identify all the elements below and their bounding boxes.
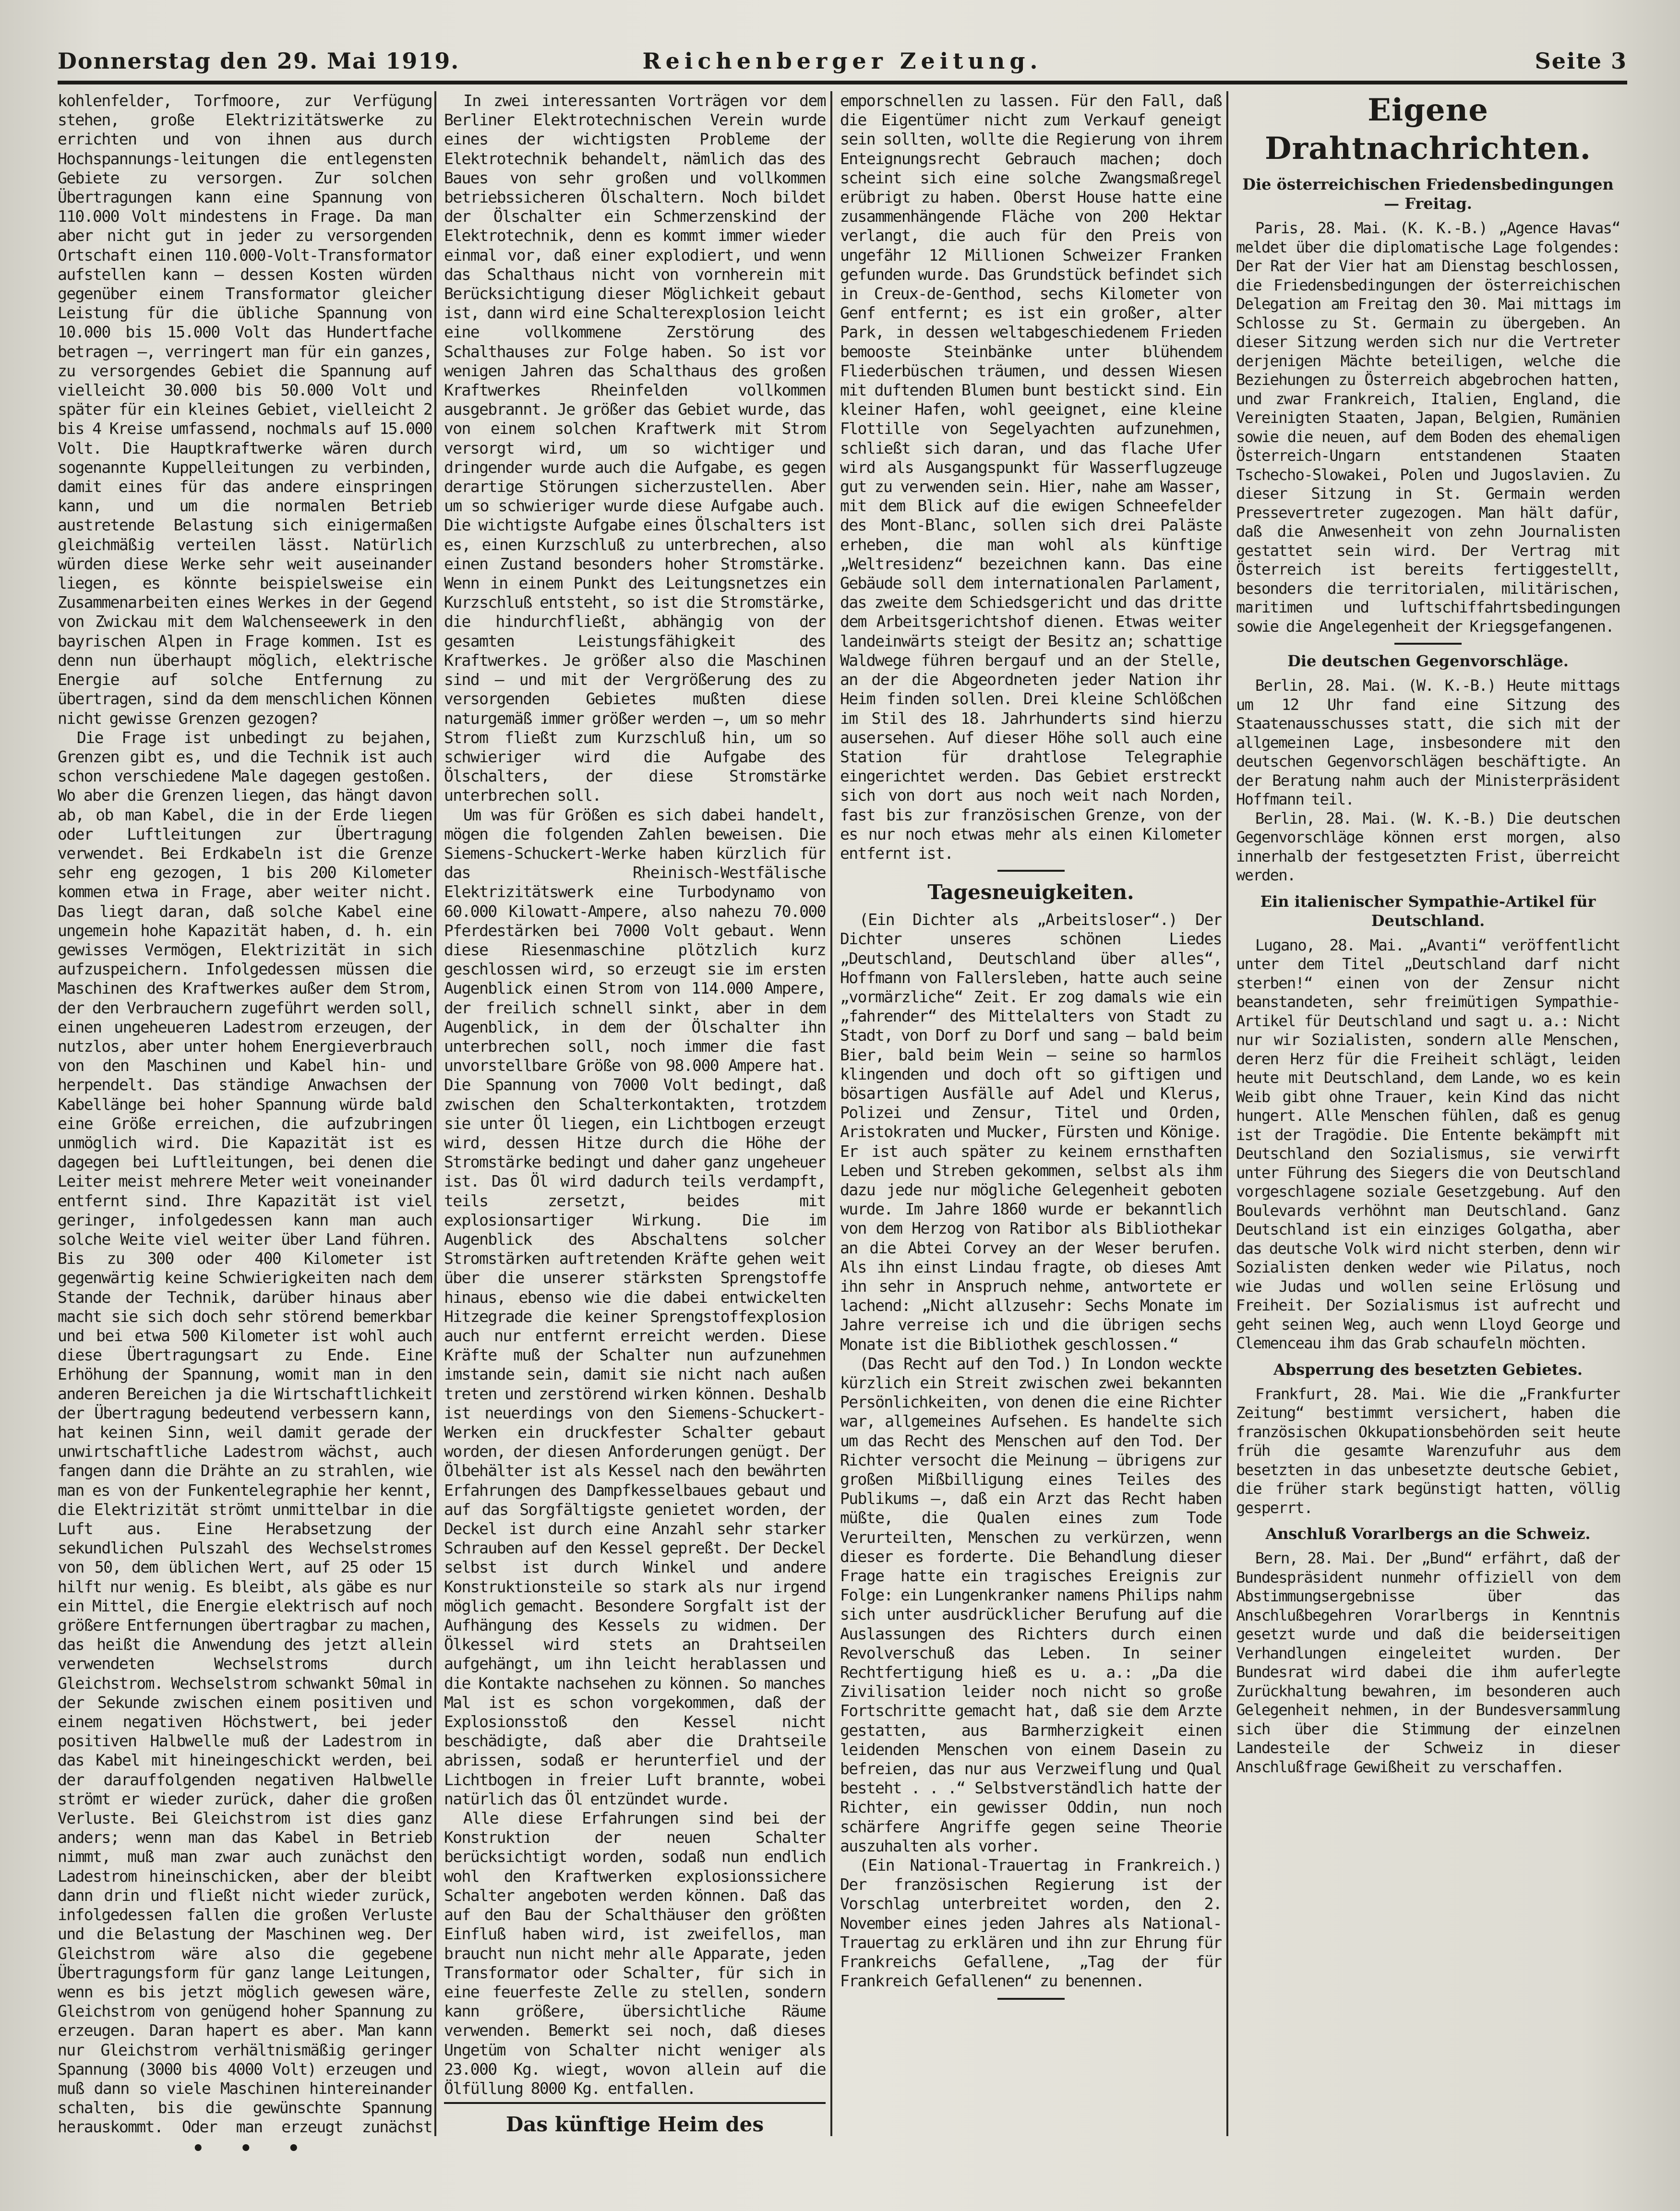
section-rule bbox=[1394, 643, 1462, 645]
header-date: Donnerstag den 29. Mai 1919. bbox=[58, 48, 460, 74]
section-heading-voelkerbund: Das künftige Heim des bbox=[505, 2113, 764, 2136]
news-item: (Ein Dichter als „Arbeitsloser“.) Der Dichter unseres schönen Liedes „Deutschland, Deutschland über alles“, Hoffmann von Fallersleben, hatte auch seine „vormärzliche“ Zeit. Er zog damals wie ein „fahrender“ des Mittelalters von Stadt zu Stadt, von Dorf zu Dorf und sang — bald beim Bier, bald beim Wein — seine so harmlos klingenden und doch oft so giftigen und bösartigen Ausfälle auf Adel und Klerus, Polizei und Zensur, Titel und Orden, Aristokraten und Mucker, Fürsten und Könige. Er ist auch später zu keinem ernsthaften Leben und Streben gekommen, selbst als ihm dazu jede nur mögliche Gelegenheit geboten wurde. Im Jahre 1860 wurde er bekanntlich von dem Herzog von Ratibor als Bibliothekar an die Abtei Corvey an der Weser berufen. Als ihn einst Lindau fragte, ob dieses Amt ihn sehr in Anspruch nehme, antwortete er lachend: „Nicht allzusehr: Sechs Monate im Jahre verreise ich und die übrigen sechs Monate ist die Bibliothek geschlossen.“ bbox=[840, 910, 1222, 1354]
article-paragraph: Um was für Größen es sich dabei handelt, mögen die folgenden Zahlen beweisen. Die Siemens-Schuckert-Werke haben kürzlich für das Rheinisch-Westfälische Elektrizitätswerk eine Turbodynamo von 60.000 Kilowatt-Ampere, also nahezu 70.000 Pferdestärken bei 7000 Volt gebaut. Wenn diese Riesenmaschine plötzlich kurz geschlossen wird, so erzeugt sie im ersten Augenblick einen Strom von 114.000 Ampere, der freilich schnell sinkt, aber in dem Augenblick, in dem der Ölschalter ihn unterbrechen soll, noch immer die fast unvorstellbare Größe von 98.000 Ampere hat. Die Spannung von 7000 Volt bedingt, daß zwischen den Schalterkontakten, trotzdem sie unter Öl liegen, ein Lichtbogen erzeugt wird, dessen Hitze durch die Höhe der Stromstärke bedingt und daher ganz ungeheuer ist. Das Öl wird dadurch teils verdampft, teils zersetzt, beides mit explosionsartiger Wirkung. Die im Augenblick des Abschaltens solcher Stromstärken auftretenden Kräfte gehen weit über die unserer stärksten Sprengstoffe hinaus, ebenso wie die dabei entwickelten Hitzegrade die keiner Sprengstoffexplosion auch nur entfernt erreicht werden. Diese Kräfte muß der Schalter nun aufzunehmen imstande sein, damit sie nicht nach außen treten und zerstörend wirken können. Deshalb ist neuerdings von den Siemens-Schuckert-Werken ein druckfester Schalter gebaut worden, der diesen Anforderungen genügt. Der Ölbehälter ist als Kessel nach den bewährten Erfahrungen des Dampfkesselbaues gebaut und auf das Sorgfältigste genietet worden, der Deckel ist durch eine Anzahl sehr starker Schrauben auf den Kessel gepreßt. Der Deckel selbst ist durch Winkel und andere Konstruktionsteile so stark als nur irgend möglich gemacht. Besondere Sorgfalt ist der Aufhängung des Kessels zu widmen. Der Ölkessel wird stets an Drahtseilen aufgehängt, um ihn leicht herablassen und die Kontakte nachsehen zu können. So manches Mal ist es schon vorgekommen, daß der Explosionsstoß den Kessel nicht beschädigte, daß aber die Drahtseile abrissen, sodaß er herunterfiel und der Lichtbogen in freier Luft brannte, wobei natürlich das Öl entzündet wurde. bbox=[444, 805, 826, 1808]
header-page-number: Seite 3 bbox=[1535, 48, 1627, 74]
column-4 bbox=[1236, 91, 1620, 2136]
news-item: Berlin, 28. Mai. (W. K.-B.) Die deutschen Gegenvorschläge können erst morgen, also innerhalb der festgesetzten Frist, überreicht werden. bbox=[1236, 809, 1620, 884]
news-item: Paris, 28. Mai. (K. K.-B.) „Agence Havas“ meldet über die diplomatische Lage folgendes: Der Rat der Vier hat am Dienstag beschlossen, die Friedensbedingungen der österreichischen Delegation am Freitag den 30. Mai mittags im Schlosse zu St. Germain zu übergeben. An dieser Sitzung werden sich nur die Vertreter derjenigen Mächte beteiligen, welche die Beziehungen zu Österreich abgebrochen hatten, und zwar Frankreich, Italien, England, die Vereinigten Staaten, Japan, Belgien, Rumänien sowie die neuen, auf dem Boden des ehemaligen Österreich-Ungarn entstandenen Staaten Tschecho-Slowakei, Polen und Jugoslavien. Zu dieser Sitzung in St. Germain werden Pressevertreter zugezogen. Man hält dafür, daß die Anwesenheit von zehn Journalisten gestattet sein wird. Der Vertrag mit Österreich ist bereits fertiggestellt, besonders die territorialen, militärischen, maritimen und luftschiffahrtsbedingungen sowie die Angelegenheit der Kriegsgefangenen. bbox=[1236, 219, 1620, 636]
article-paragraph: Alle diese Erfahrungen sind bei der Konstruktion der neuen Schalter berücksichtigt worden, sodaß nun endlich wohl den Kraftwerken explosionssichere Schalter angeboten werden können. Daß das auf den Bau der Schalthäuser den größten Einfluß haben wird, ist zweifellos, man braucht nun nicht mehr alle Apparate, jeden Transformator oder Schalter, für sich in eine feuerfeste Zelle zu stellen, sondern kann größere, übersichtliche Räume verwenden. Bemerkt sei noch, daß dieses Ungetüm von Schalter nicht weniger als 23.000 Kg. wiegt, wovon allein auf die Ölfüllung 8000 Kg. entfallen. bbox=[444, 1809, 826, 2098]
column-2 bbox=[444, 91, 826, 2136]
news-item: Frankfurt, 28. Mai. Wie die „Frankfurter Zeitung“ bestimmt versichert, haben die französischen Okkupationsbehörden seit heute früh die gesamte Warenzufuhr aus dem besetzten in das unbesetzte deutsche Gebiet, die früher stark begünstigt hatten, völlig gesperrt. bbox=[1236, 1384, 1620, 1517]
news-subheading: Die deutschen Gegenvorschläge. bbox=[1287, 652, 1569, 670]
column-1 bbox=[58, 91, 432, 2136]
section-rule bbox=[444, 2102, 826, 2104]
news-item: Berlin, 28. Mai. (W. K.-B.) Heute mittags um 12 Uhr fand eine Sitzung des Staatenausschusses statt, die sich mit der allgemeinen Lage, insbesondere mit den deutschen Gegenvorschlägen beschäftigte. An der Beratung nahm auch der Ministerpräsident Hoffmann teil. bbox=[1236, 676, 1620, 808]
page-header bbox=[58, 44, 1627, 78]
news-item: (Ein National-Trauertag in Frankreich.) Der französischen Regierung ist der Vorschlag unterbreitet worden, den 2. November eines jeden Jahres als National-Trauertag zu erklären und ihn zur Ehrung für Frankreichs Gefallene, „Tag der für Frankreich Gefallenen“ zu benennen. bbox=[840, 1856, 1222, 1991]
bottom-stars: • • • bbox=[192, 2137, 314, 2160]
article-paragraph: kohlenfelder, Torfmoore, zur Verfügung stehen, große Elektrizitätswerke zu errichten und von ihnen aus durch Hochspannungs-leitungen die entlegensten Gebiete zu versorgen. Zur solchen Übertragungen kann eine Spannung von 110.000 Volt mindestens in Frage. Da man aber nicht gut in jeder zu versorgenden Ortschaft einen 110.000-Volt-Transformator aufstellen kann — dessen Kosten würden gegenüber einem Transformator gleicher Leistung für die übliche Spannung von 10.000 bis 15.000 Volt das Hundertfache betragen —, verringert man für ein ganzes, zu versorgendes Gebiet die Spannung auf vielleicht 30.000 bis 50.000 Volt und später für ein kleines Gebiet, vielleicht 2 bis 4 Kreise umfassend, nochmals auf 15.000 Volt. Die Hauptkraftwerke wären durch sogenannte Kuppelleitungen zu verbinden, damit eines für das andere einspringen kann, und um die normalen Betrieb austretende Belastung sich einigermaßen gleichmäßig verteilen lässt. Natürlich würden diese Werke sehr weit auseinander liegen, es könnte beispielsweise ein Zusammenarbeiten eines Werkes in der Gegend von Zwickau mit dem Walchenseewerk in den bayrischen Alpen in Frage kommen. Ist es denn nun überhaupt möglich, elektrische Energie auf solche Entfernung zu übertragen, sind da dem menschlichen Können nicht gewisse Grenzen gezogen? bbox=[58, 91, 432, 728]
article-paragraph: In zwei interessanten Vorträgen vor dem Berliner Elektrotechnischen Verein wurde eines der wichtigsten Probleme der Elektrotechnik behandelt, nämlich das des Baues von sehr großen und vollkommen betriebssicheren Ölschaltern. Noch bildet der Ölschalter ein Schmerzenskind der Elektrotechnik, denn es kommt immer wieder einmal vor, daß einer explodiert, und wenn das Schalthaus nicht von vornherein mit Berücksichtigung dieser Möglichkeit gebaut ist, dann wird eine Schalterexplosion leicht eine vollkommene Zerstörung des Schalthauses zur Folge haben. So ist vor wenigen Jahren das Schalthaus des großen Kraftwerkes Rheinfelden vollkommen ausgebrannt. Je größer das Gebiet wurde, das von einem solchen Kraftwerk mit Strom versorgt wird, um so wichtiger und dringender wurde auch die Aufgabe, es gegen derartige Störungen sicherzustellen. Aber um so schwieriger wurde diese Aufgabe auch. Die wichtigste Aufgabe eines Ölschalters ist es, einen Kurzschluß zu unterbrechen, also einen Zustand besonders hoher Stromstärke. Wenn in einem Punkt des Leitungsnetzes ein Kurzschluß entsteht, so ist die Stromstärke, die hindurchfließt, abhängig von der gesamten Leistungsfähigkeit des Kraftwerkes. Je größer also die Maschinen sind — und mit der Vergrößerung des zu versorgenden Gebietes mußten diese naturgemäß immer größer werden —, um so mehr Strom fließt zum Kurzschluß hin, um so schwieriger wird die Aufgabe des Ölschalters, der diese Stromstärke unterbrechen soll. bbox=[444, 91, 826, 805]
section-heading-drahtnachrichten: Eigene Drahtnachrichten. bbox=[1265, 92, 1591, 167]
column-divider bbox=[434, 91, 436, 2136]
section-rule bbox=[997, 870, 1065, 872]
news-subheading: Die österreichischen Friedensbedingungen — Freitag. bbox=[1242, 175, 1614, 213]
section-heading-tagesneuigkeiten: Tagesneuigkeiten. bbox=[927, 880, 1134, 904]
news-item: (Das Recht auf den Tod.) In London weckte kürzlich ein Streit zwischen zwei bekannten Persönlichkeiten, von denen die eine Richter war, allgemeines Aufsehen. Es handelte sich um das Recht des Menschen auf den Tod. Der Richter versocht die Meinung — übrigens zur großen Mißbilligung eines Teiles des Publikums —, daß ein Arzt das Recht haben müßte, die Qualen eines zum Tode Verurteilten, Menschen zu verkürzen, wenn dieser es forderte. Die Behandlung dieser Frage hatte ein tragisches Ereignis zur Folge: ein Lungenkranker namens Philips nahm sich unter ausdrücklicher Berufung auf die Auslassungen des Richters durch einen Revolverschuß das Leben. In seiner Rechtfertigung hieß es u. a.: „Da die Zivilisation leider noch nicht so große Fortschritte gemacht hat, daß sie dem Arzte gestatten, aus Barmherzigkeit einen leidenden Menschen von einem Dasein zu befreien, das nur aus Verzweiflung und Qual besteht . . .“ Selbstverständlich hatte der Richter, ein gewisser Oddin, nun noch schärfere Angriffe gegen seine Theorie auszuhalten als vorher. bbox=[840, 1354, 1222, 1855]
news-subheading: Anschluß Vorarlbergs an die Schweiz. bbox=[1265, 1525, 1591, 1543]
news-item: Lugano, 28. Mai. „Avanti“ veröffentlicht unter dem Titel „Deutschland darf nicht sterben!“ einen von der Zensur nicht beanstandeten, sehr freimütigen Sympathie-Artikel für Deutschland und sagt u. a.: Nicht nur wir Sozialisten, sondern alle Menschen, deren Herz für die Freiheit schlägt, leiden heute mit Deutschland, dem Lande, wo es kein Weib gibt ohne Trauer, kein Kind das nicht hungert. Alle Menschen fühlen, daß es genug ist der Tragödie. Die Entente bekämpft mit Deutschland den Sozialismus, sie verwirft unter Führung des Siegers die von Deutschland vorgeschlagene soziale Gesetzgebung. Auf den Boulevards verhöhnt man Deutschland. Ganz Deutschland ist ein einziges Golgatha, aber das deutsche Volk wird nicht sterben, denn wir Sozialisten denken weder wie Pilatus, noch wie Judas und wollen seine Erlösung und Freiheit. Der Sozialismus ist aufrecht und geht seinen Weg, auch wenn Lloyd George und Clemenceau ihm das Grab schaufeln möchten. bbox=[1236, 936, 1620, 1352]
news-subheading: Absperrung des besetzten Gebietes. bbox=[1273, 1360, 1583, 1379]
article-paragraph: emporschnellen zu lassen. Für den Fall, daß die Eigentümer nicht zum Verkauf geneigt sein sollten, wollte die Regierung von ihrem Enteignungsrecht Gebrauch machen; doch scheint sich eine solche Zwangsmaßregel erübrigt zu haben. Oberst House hatte eine zusammenhängende Fläche von 200 Hektar verlangt, die auch für den Preis von ungefähr 12 Millionen Schweizer Franken gefunden wurde. Das Grundstück befindet sich in Creux-de-Genthod, sechs Kilometer von Genf entfernt; es ist ein großer, alter Park, in dessen weltabgeschiedenem Frieden bemooste Steinbänke unter blühendem Fliederbüschen träumen, und dessen Wiesen mit duftenden Blumen bunt bestickt sind. Ein kleiner Hafen, wohl geeignet, eine kleine Flottille von Segelyachten aufzunehmen, schließt sich daran, und das flache Ufer wird als Ausgangspunkt für Wasserflugzeuge gut zu verwenden sein. Hier, nahe am Wasser, mit dem Blick auf die ewigen Schneefelder des Mont-Blanc, sollen sich drei Paläste erheben, die man wohl als künftige „Weltresidenz“ bezeichnen kann. Das eine Gebäude soll dem internationalen Parlament, das zweite dem Schiedsgericht und das dritte dem Arbeitsgerichtshof dienen. Etwas weiter landeinwärts steigt der Besitz an; schattige Waldwege führen bergauf und an der Stelle, an der die Abgeordneten jeder Nation ihr Heim finden sollen. Drei kleine Schlößchen im Stil des 18. Jahrhunderts sind hierzu ausersehen. Auf dieser Höhe soll auch eine Station für drahtlose Telegraphie eingerichtet werden. Das Gebiet erstreckt sich von dort aus noch weit nach Norden, fast bis zur französischen Grenze, von der es nur noch etwas mehr als einen Kilometer entfernt ist. bbox=[840, 91, 1222, 863]
news-item: Bern, 28. Mai. Der „Bund“ erfährt, daß der Bundespräsident nunmehr offiziell von dem Abstimmungsergebnisse über das Anschlußbegehren Vorarlbergs in Kenntnis gesetzt wurde und daß die beiderseitigen Verhandlungen eingeleitet wurden. Der Bundesrat wird dabei die ihm auferlegte Zurückhaltung bewahren, im besonderen auch Gelegenheit nehmen, in der Bundesversammlung sich über die Stimmung der einzelnen Landesteile der Schweiz in dieser Anschlußfrage Gewißheit zu verschaffen. bbox=[1236, 1549, 1620, 1776]
news-subheading: Ein italienischer Sympathie-Artikel für Deutschland. bbox=[1260, 892, 1596, 930]
column-divider bbox=[830, 91, 832, 2136]
column-divider bbox=[1226, 91, 1228, 2136]
header-paper-title: Reichenberger Zeitung. bbox=[642, 48, 1043, 74]
header-rule bbox=[58, 81, 1627, 84]
section-end-rule bbox=[997, 1998, 1065, 2000]
article-paragraph: Die Frage ist unbedingt zu bejahen, Grenzen gibt es, und die Technik ist auch schon verschiedene Male dagegen gestoßen. Wo aber die Grenzen liegen, das hängt davon ab, ob man Kabel, die in der Erde liegen oder Luftleitungen zur Übertragung verwendet. Bei Erdkabeln ist die Grenze sehr eng gezogen, 1 bis 200 Kilometer kommen etwa in Frage, aber weiter nicht. Das liegt daran, daß solche Kabel eine ungemein hohe Kapazität haben, d. h. ein gewisses Vermögen, Elektrizität in sich aufzuspeichern. Infolgedessen müssen die Maschinen des Kraftwerkes außer dem Strom, der den Verbrauchern zugeführt werden soll, einen ungeheueren Ladestrom erzeugen, der nutzlos, aber unter hohem Energieverbrauch von den Maschinen und Kabel hin- und herpendelt. Das ständige Anwachsen der Kabellänge bei hoher Spannung würde bald eine Größe erreichen, die aufzubringen unmöglich wird. Die Kapazität ist es dagegen bei Luftleitungen, bei denen die Leiter meist mehrere Meter weit voneinander entfernt sind. Ihre Kapazität ist viel geringer, infolgedessen kann man auch solche Weite viel weiter über Land führen. Bis zu 300 oder 400 Kilometer ist gegenwärtig keine Schwierigkeiten nach dem Stande der Technik, darüber hinaus aber macht sie sich doch sehr störend bemerkbar und bei etwa 500 Kilometer ist wohl auch diese Übertragungsart zu Ende. Eine Erhöhung der Spannung, womit man in den anderen Bereichen ja die Wirtschaftlichkeit der Übertragung bedeutend verbessern kann, hat keinen Sinn, weil damit gerade der unwirtschaftliche Ladestrom wächst, auch fangen dann die Drähte an zu strahlen, wie man es von der Funkentelegraphie her kennt, die Elektrizität strömt unmittelbar in die Luft aus. Eine Herabsetzung der sekundlichen Pulszahl des Wechselstromes von 50, dem üblichen Wert, auf 25 oder 15 hilft nur wenig. Es bleibt, als gäbe es nur ein Mittel, die Energie elektrisch auf noch größere Entfernungen übertragbar zu machen, das heißt die Anwendung des jetzt allein verwendeten Wechselstroms durch Gleichstrom. Wechselstrom schwankt 50mal in der Sekunde zwischen einem positiven und einem negativen Höchstwert, bei jeder positiven Halbwelle muß der Ladestrom in das Kabel mit hineingeschickt werden, bei der darauffolgenden negativen Halbwelle strömt er wieder zurück, daher die großen Verluste. Bei Gleichstrom ist dies ganz anders; wenn man das Kabel in Betrieb nimmt, muß man zwar auch zunächst den Ladestrom hineinschicken, aber der bleibt dann drin und fließt nicht wieder zurück, infolgedessen fallen die großen Verluste und die Belastung der Maschinen weg. Der Gleichstrom wäre also die gegebene Übertragungsform für ganz lange Leitungen, wenn es bis jetzt möglich gewesen wäre, Gleichstrom von genügend hoher Spannung zu erzeugen. Daran hapert es aber. Man kann nur Gleichstrom verhältnismäßig geringer Spannung (3000 bis 4000 Volt) erzeugen und muß dann so viele Maschinen hintereinander schalten, bis die gewünschte Spannung herauskommt. Oder man erzeugt zunächst bbox=[58, 728, 432, 2136]
column-3 bbox=[840, 91, 1222, 2136]
